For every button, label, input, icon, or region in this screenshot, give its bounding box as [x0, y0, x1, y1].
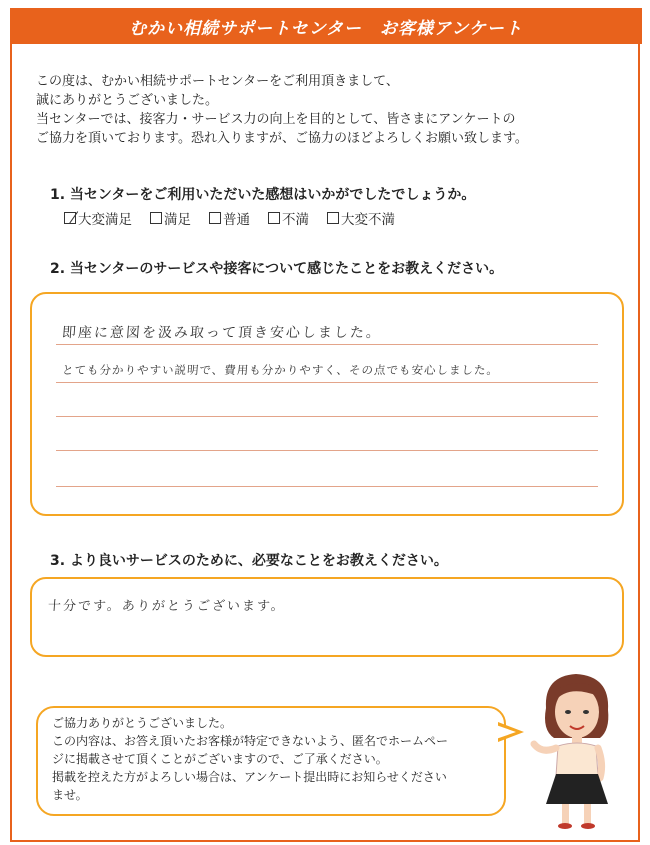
intro-line: 誠にありがとうございました。: [36, 93, 219, 108]
option-label: 普通: [223, 212, 250, 228]
option-label: 大変不満: [341, 212, 395, 228]
ruled-line: [56, 344, 598, 345]
checkbox-icon[interactable]: [268, 212, 280, 224]
ruled-line: [56, 450, 598, 451]
question-1-label: 1. 当センターをご利用いただいた感想はいかがでしたでしょうか。: [50, 187, 476, 203]
thanks-line: ご協力ありがとうございました。: [52, 716, 233, 730]
option-very-dissatisfied[interactable]: [327, 208, 395, 228]
checkbox-checked-icon[interactable]: [64, 212, 76, 224]
handwritten-answer-line: 十分です。ありがとうございます。: [47, 599, 287, 614]
option-label: 大変満足: [78, 212, 132, 228]
thanks-line: この内容は、お答え頂いたお客様が特定できないよう、匿名でホームペー: [52, 734, 449, 748]
ruled-line: [56, 382, 598, 383]
satisfaction-options: [64, 208, 395, 228]
intro-line: 当センターでは、接客力・サービス力の向上を目的として、皆さまにアンケートの: [36, 112, 516, 127]
thanks-text: [52, 714, 448, 804]
thanks-line: 掲載を控えた方がよろしい場合は、アンケート提出時にお知らせください: [52, 770, 447, 784]
staff-illustration: [528, 668, 628, 830]
intro-line: ご協力を頂いております。恐れ入りますが、ご協力のほどよろしくお願い致します。: [36, 131, 528, 146]
option-very-satisfied[interactable]: [64, 208, 132, 228]
option-neutral[interactable]: [209, 208, 250, 228]
ruled-line: [56, 416, 598, 417]
intro-line: この度は、むかい相続サポートセンターをご利用頂きまして、: [36, 74, 399, 89]
answer-box-2[interactable]: [30, 292, 624, 516]
option-label: 満足: [164, 212, 191, 228]
question-2-label: 2. 当センターのサービスや接客について感じたことをお教えください。: [50, 261, 504, 277]
option-satisfied[interactable]: [150, 208, 191, 228]
question-3-label: 3. より良いサービスのために、必要なことをお教えください。: [50, 553, 448, 569]
handwritten-answer-line: 即座に意図を汲み取って頂き安心しました。: [61, 325, 383, 341]
checkbox-icon[interactable]: [150, 212, 162, 224]
intro-text: [36, 72, 616, 148]
page-title: むかい相続サポートセンター お客様アンケート: [10, 8, 642, 44]
thanks-line: ジに掲載させて頂くことがございますので、ご了承ください。: [52, 752, 388, 766]
checkbox-icon[interactable]: [327, 212, 339, 224]
thanks-line: ませ。: [52, 788, 88, 802]
checkbox-icon[interactable]: [209, 212, 221, 224]
ruled-line: [56, 486, 598, 487]
handwritten-answer-line: とても分かりやすい説明で、費用も分かりやすく、その点でも安心しました。: [61, 363, 500, 377]
answer-box-3[interactable]: [30, 577, 624, 657]
bubble-tail-fill: [496, 725, 516, 739]
option-label: 不満: [282, 212, 309, 228]
option-dissatisfied[interactable]: [268, 208, 309, 228]
